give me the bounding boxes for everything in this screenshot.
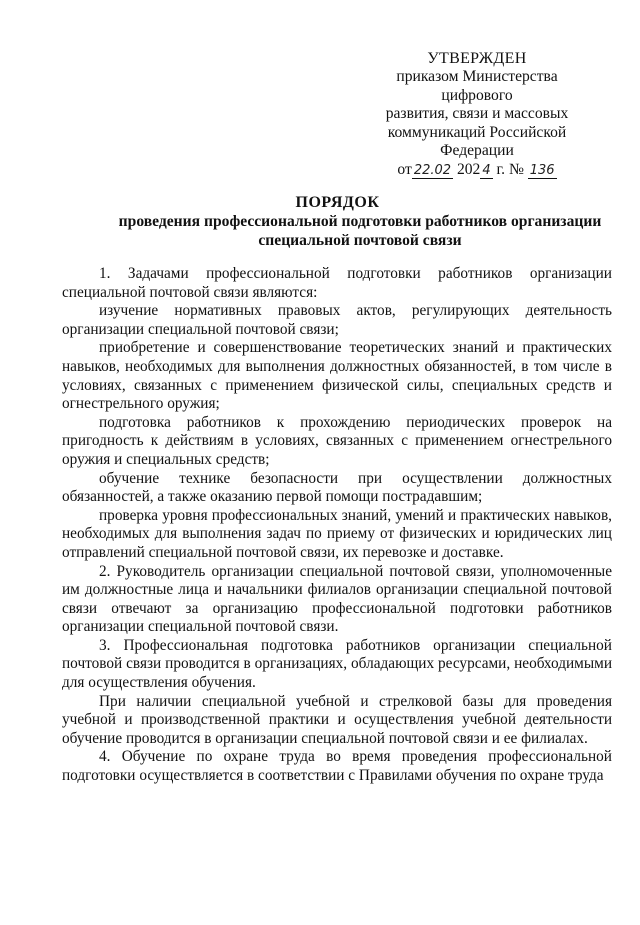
paragraph: 1. Задачами профессиональной подготовки работников организации специальной почтовой связи являются: [62,265,612,301]
paragraph: изучение нормативных правовых актов, регулирующих деятельность организации специальной почтовой связи; [62,302,612,338]
document-title: ПОРЯДОК [295,194,380,211]
paragraph: подготовка работников к прохождению периодических проверок на пригодность к действиям в условиях, связанных с применением огнестрельного оружия и специальных средств; [62,413,612,468]
document-subtitle: проведения профессиональной подготовки работников организации специальной почтовой связи [118,213,602,249]
handwritten-year-digit: 4 [482,163,491,179]
paragraph: 2. Руководитель организации специальной почтовой связи, уполномоченные им должностные лица и начальники филиалов организации специальной почтовой связи отвечают за организацию профессиональной подготовки работников организации специальной почтовой связи. [62,562,612,636]
handwritten-order-number: 136 [529,163,555,179]
paragraph: 4. Обучение по охране труда во время проведения профессиональной подготовки осуществляется в соответствии с Правилами обучения по охране труда [62,748,612,785]
date-prefix: от [397,161,412,179]
approval-title: УТВЕРЖДЕН [427,50,527,67]
handwritten-date: 22.02 [413,163,452,179]
paragraph: При наличии специальной учебной и стрелковой базы для проведения учебной и производственной практики и осуществления учебной деятельности обучение проводится в организации специальной почтовой связи и ее филиалах. [62,692,612,747]
approval-line: приказом Министерства цифрового [396,68,558,104]
approval-block [372,50,582,180]
approval-line: развития, связи и массовых [385,105,569,123]
approval-line: коммуникаций Российской [387,123,567,141]
document-body [62,265,612,786]
paragraph: 3. Профессиональная подготовка работников организации специальной почтовой связи проводится в организациях, обладающих ресурсами, необходимыми для осуществления обучения. [62,636,612,692]
approval-date-line [372,161,582,179]
paragraph: проверка уровня профессиональных знаний, умений и практических навыков, необходимых для выполнения задач по приему от физических и юридических лиц отправлений специальной почтовой связи, их перевозке и доставке. [62,506,612,561]
approval-line: Федерации [440,142,514,160]
date-suffix: г. № [496,161,524,179]
paragraph: приобретение и совершенствование теоретических знаний и практических навыков, необходимых для выполнения должностных обязанностей, в том числе в условиях, связанных с применением физической силы, специальных средств и огнестрельного оружия; [62,339,612,413]
paragraph: обучение технике безопасности при осуществлении должностных обязанностей, а также оказанию первой помощи пострадавшим; [62,469,612,506]
date-year-prefix: 202 [456,161,481,179]
